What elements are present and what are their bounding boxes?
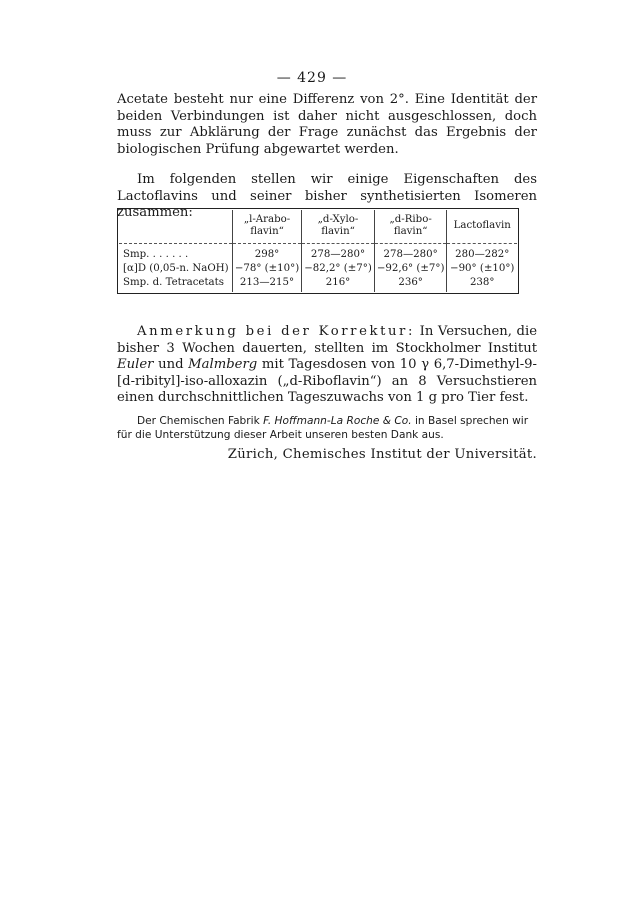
table-cell: 278—280° [302,244,375,263]
table-row [119,244,517,263]
table-row [119,276,517,292]
institution-line: Zürich, Chemisches Institut der Universität. [227,447,537,462]
table-cell: 216° [302,276,375,292]
table-header-cell: Lactoflavin [447,210,517,244]
table-cell: −78° (±10°) [232,262,301,276]
company-name: F. Hoffmann-La Roche & Co. [263,415,412,427]
table-cell: Smp. d. Tetracetats [123,277,224,288]
author-name: Euler [117,357,154,373]
author-name: Malmberg [188,357,258,373]
table-cell: 278—280° [374,244,447,263]
table-cell: 298° [232,244,301,263]
paragraph-acetate: Acetate besteht nur eine Differenz von 2°. Eine Identität der beiden Verbindungen ist daher nicht ausgeschlossen, doch muss zur Abklärung der Frage zunächst das Ergebnis der biologischen Prüfung abgewartet werden. [117,92,537,157]
correction-note-text: In Versuchen, die bisher 3 Wochen dauerten, stellten im Stockholmer Institut [117,324,537,356]
table-header-cell: „d-Xylo-flavin“ [302,210,375,244]
table-cell: −82,2° (±7°) [302,262,375,276]
paragraph-intro-table: Im folgenden stellen wir einige Eigenschaften des Lactoflavins und seiner bisher synthetisierten Isomeren zusammen: [117,172,537,221]
table-cell: 213—215° [232,276,301,292]
table-cell: [α]D (0,05-n. NaOH) [123,263,229,274]
table-cell: Smp. . . . . . . [123,249,189,260]
table-cell: −90° (±10°) [447,262,517,276]
acknowledgement-text: Der Chemischen Fabrik [137,415,264,427]
table-header-row [119,210,517,244]
table-header-cell: „l-Arabo-flavin“ [232,210,301,244]
table-cell: 238° [447,276,517,292]
table-header-cell: „d-Ribo-flavin“ [374,210,447,244]
table-row [119,262,517,276]
correction-note-lead: Anmerkung bei der Korrektur: [137,324,416,339]
table-header-cell [119,210,232,244]
correction-note-text: und [153,357,189,373]
acknowledgement [117,414,537,442]
properties-table [117,208,519,294]
correction-note [117,324,537,407]
table-cell: −92,6° (±7°) [374,262,447,276]
page-number: — 429 — [276,70,348,86]
correction-note-text: mit Tagesdosen von 10 γ 6,7-Dimethyl-9-[d-ribityl]-iso-alloxazin („d-Riboflavin“) an 8 Versuchstieren einen durchschnittlichen Tageszuwachs von 1 g pro Tier fest. [117,357,538,406]
table-cell: 280—282° [447,244,517,263]
acknowledgement-text: in Basel sprechen wir für die Unterstützung dieser Arbeit unseren besten Dank aus. [117,415,529,441]
table-cell: 236° [374,276,447,292]
